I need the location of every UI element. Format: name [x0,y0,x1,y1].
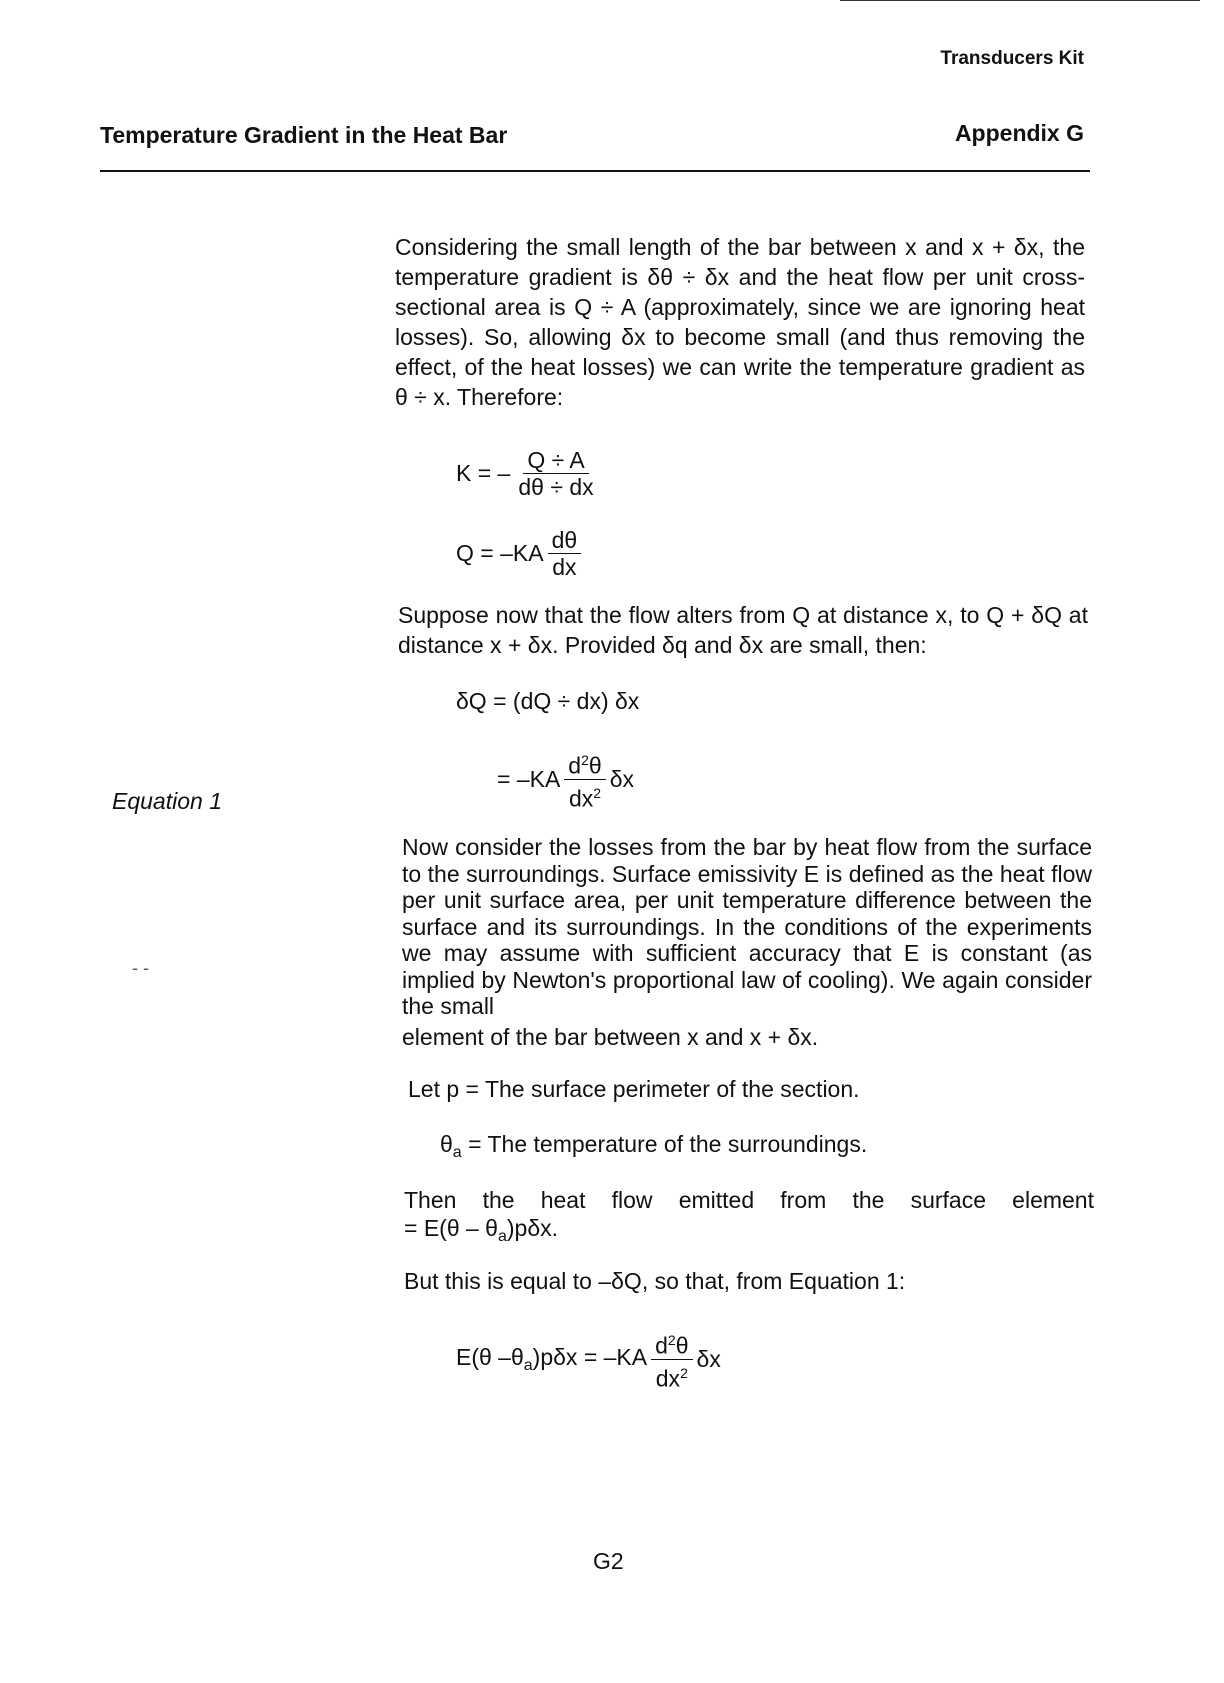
eq-q-numerator: dθ [548,528,582,554]
losses-paragraph-last-line: element of the bar between x and x + δx. [402,1024,819,1050]
equation-1-label: Equation 1 [112,788,222,814]
then-line: Then the heat flow emitted from the surface element [404,1187,1094,1213]
eq-k-fraction [514,448,597,499]
eq-final-lhs: E(θ $-\theta_a)p\delta x = -KA$ [456,1343,648,1374]
stray-mark: - - [132,958,149,978]
eq-q-denominator: dx [552,554,577,580]
header-rule [100,170,1090,172]
eq-kad-denominator: $dx^2$ [568,784,602,812]
section-title: Temperature Gradient in the Heat Bar [100,122,508,148]
appendix-label: Appendix G [954,120,1084,146]
eq-k-lhs: K = – [456,460,511,486]
kit-label: Transducers Kit [940,48,1084,69]
eq-final-denominator: $dx^2$ [655,1364,688,1392]
eq-kad-numerator: $d^2\theta$ [564,748,605,780]
eq-q-lhs: Q = –KA [456,540,544,566]
equation-final [456,1328,721,1390]
eq-final-numerator: $d^2\theta$ [651,1328,692,1360]
eq-final-tail: δx [696,1345,721,1372]
let-p-definition: Let p = The surface perimeter of the section. [408,1076,860,1102]
then-equation: = $E(\theta - \theta_a)p\delta x$. [404,1215,559,1245]
intro-paragraph: Considering the small length of the bar between x and x + δx, the temperature gradient is δθ ÷ δx and the heat flow per unit cross-sectional area is Q ÷ A (approximately, since we are ignoring heat losses). So, allowing δx to become small (and thus removing the effect, of the heat losses) we can write the temperature gradient as θ ÷ x. Therefore: [395,234,1085,410]
eq-k-numerator: Q ÷ A [523,448,588,474]
flow-paragraph: Suppose now that the flow alters from Q at distance x, to Q + δQ at distance x + δx. Provided δq and δx are small, then: [398,602,1088,658]
eq-kad-lhs: = –KA [497,765,561,792]
equation-q [456,528,585,579]
eq-kad-fraction [564,748,605,810]
equation-delta-q: δQ = (dQ ÷ dx) δx [456,688,640,714]
losses-paragraph: Now consider the losses from the bar by heat flow from the surface to the surroundings. Surface emissivity E is defined as the heat flow per unit surface area, per unit temperature difference between the surface and its surroundings. In the conditions of the experiments we may assume with sufficient accuracy that E is constant (as implied by Newton's proportional law of cooling). We again consider the small [402,834,1092,1019]
eq-q-fraction [548,528,582,579]
top-edge-rule [840,0,1200,1]
page-number: G2 [593,1548,624,1574]
equation-k [456,448,602,499]
theta-a-definition: $\theta_a$ = The temperature of the surroundings. [440,1131,868,1161]
equation-second-derivative [497,748,634,810]
eq-k-denominator: dθ ÷ dx [518,474,594,500]
eq-kad-tail: δx [609,765,634,792]
but-line: But this is equal to –δQ, so that, from Equation 1: [404,1268,906,1294]
eq-final-fraction [651,1328,692,1390]
